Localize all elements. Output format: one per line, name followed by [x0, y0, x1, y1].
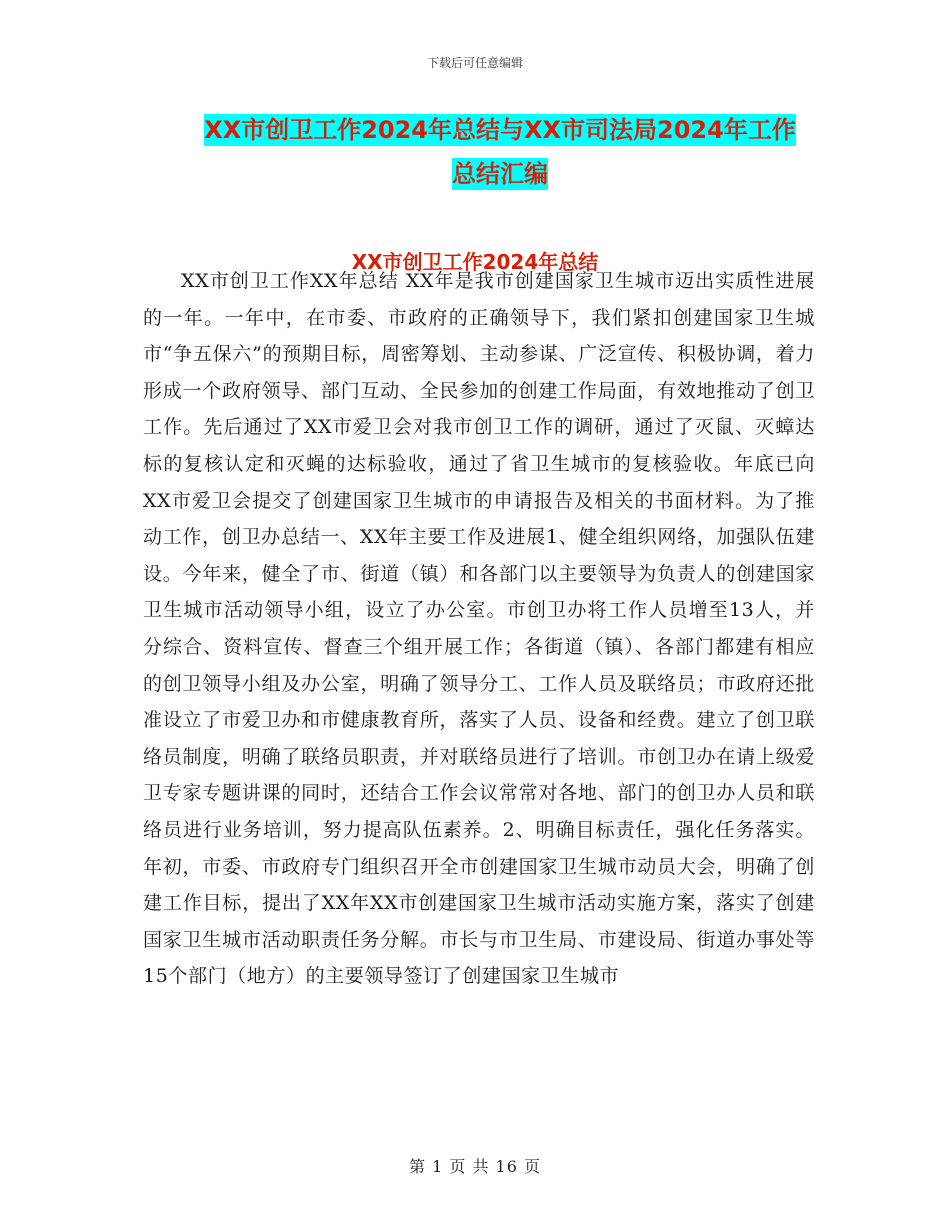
body-text — [143, 263, 815, 995]
document-title-line-1: XX市创卫工作2024年总结与XX市司法局2024年工作 — [204, 116, 796, 144]
section-title: XX市创卫工作2024年总结 — [351, 250, 599, 274]
document-title — [150, 108, 850, 196]
page-footer: 第 1 页 共 16 页 — [409, 1157, 541, 1176]
document-title-line-2: 总结汇编 — [452, 160, 548, 188]
body-paragraph: XX市创卫工作XX年总结 XX年是我市创建国家卫生城市迈出实质性进展的一年。一年中，在市委、市政府的正确领导下，我们紧扣创建国家卫生城市“争五保六”的预期目标，周密筹划、主动参谋、广泛宣传、积极协调，着力形成一个政府领导、部门互动、全民参加的创建工作局面，有效地推动了创卫工作。先后通过了XX市爱卫会对我市创卫工作的调研，通过了灭鼠、灭蟑达标的复核认定和灭蝇的达标验收，通过了省卫生城市的复核验收。年底已向XX市爱卫会提交了创建国家卫生城市的申请报告及相关的书面材料。为了推动工作，创卫办总结一、XX年主要工作及进展1、健全组织网络，加强队伍建设。今年来，健全了市、街道（镇）和各部门以主要领导为负责人的创建国家卫生城市活动领导小组，设立了办公室。市创卫办将工作人员增至13人，并分综合、资料宣传、督查三个组开展工作；各街道（镇）、各部门都建有相应的创卫领导小组及办公室，明确了领导分工、工作人员及联络员；市政府还批准设立了市爱卫办和市健康教育所，落实了人员、设备和经费。建立了创卫联络员制度，明确了联络员职责，并对联络员进行了培训。市创卫办在请上级爱卫专家专题讲课的同时，还结合工作会议常常对各地、部门的创卫办人员和联络员进行业务培训，努力提高队伍素养。2、明确目标责任，强化任务落实。年初，市委、市政府专门组织召开全市创建国家卫生城市动员大会，明确了创建工作目标，提出了XX年XX市创建国家卫生城市活动实施方案，落实了创建国家卫生城市活动职责任务分解。市长与市卫生局、市建设局、街道办事处等15个部门（地方）的主要领导签订了创建国家卫生城市 — [143, 270, 815, 988]
header-note: 下载后可任意编辑 — [426, 56, 523, 70]
